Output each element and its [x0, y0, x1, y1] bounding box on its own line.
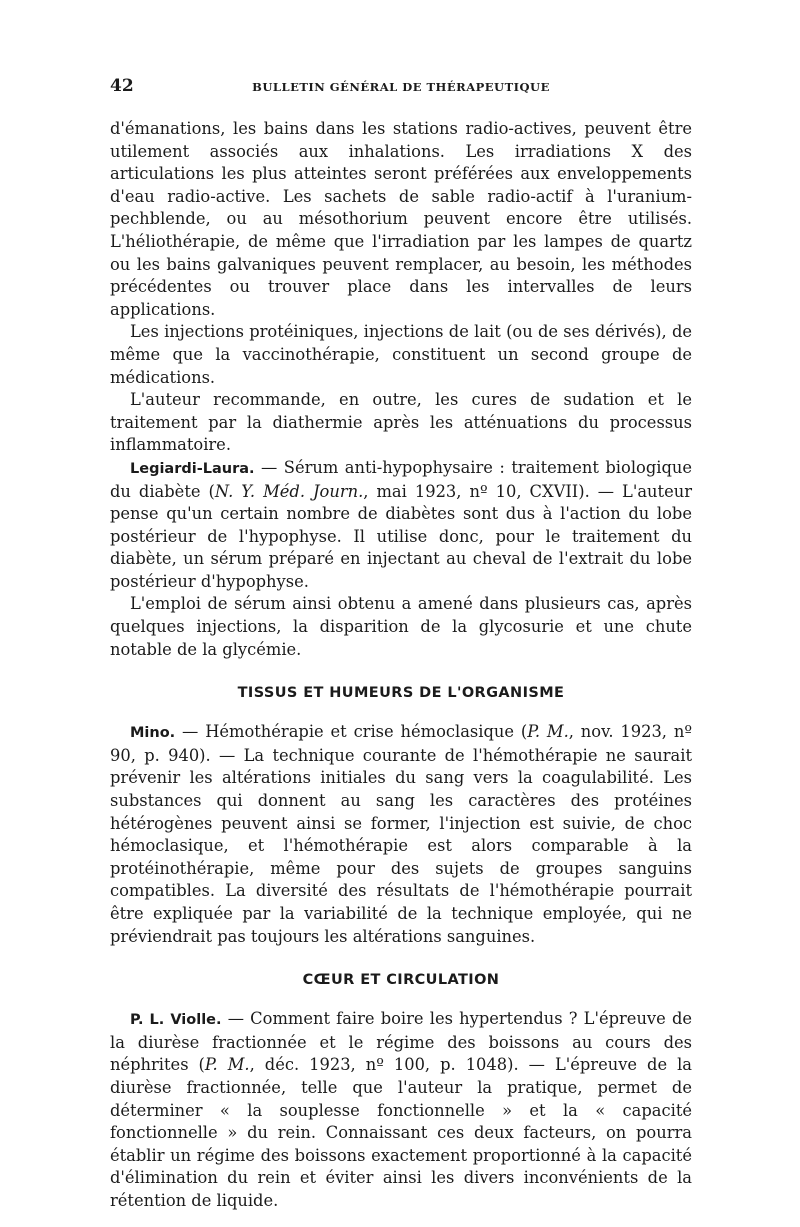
journal-name: P. M.: [204, 1055, 250, 1075]
entry-title: — Comment faire boire les hypertendus ? L'épreuve de la diurèse fractionnée et le régime des boissons au cours des néphrites (: [110, 1009, 693, 1075]
paragraph: L'auteur recommande, en outre, les cures de sudation et le traitement par la diathermie après les atténuations du processus inflammatoire.: [110, 390, 692, 455]
article-body: [110, 118, 692, 1213]
page-header: [110, 76, 692, 98]
entry-text: , nov. 1923, nº 90, p. 940). — La technique courante de l'hémothérapie ne saurait prévenir les altérations initiales du sang vers la coagulabilité. Les substances qui donnent au sang les caractères des protéines hétérogènes peuvent ainsi se former, l'injection est suivie, de choc hémoclasique, et l'hémothérapie est alors comparable à la protéinothérapie, même pour des sujets de groupes sanguins compatibles. La diversité des résultats de l'hémothérapie pourrait être expliquée par la variabilité de la technique employée, qui ne préviendrait pas toujours les altérations sanguines.: [110, 722, 692, 946]
abstract-entry: [110, 1008, 692, 1212]
page-number: 42: [110, 76, 134, 96]
paragraph: d'émanations, les bains dans les stations radio-actives, peuvent être utilement associés aux inhalations. Les irradiations X des articulations les plus atteintes seront préférées aux enveloppements d'eau radio-active. Les sachets de sable radio-actif à l'uranium-pechblende, ou au mésothorium peuvent encore être utilisés. L'héliothérapie, de même que l'irradiation par les lampes de quartz ou les bains galvaniques peuvent remplacer, au besoin, les méthodes précédentes ou trouver place dans les intervalles de leurs applications.: [110, 119, 692, 319]
section-heading: CŒUR ET CIRCULATION: [302, 972, 500, 989]
paragraph: L'emploi de sérum ainsi obtenu a amené dans plusieurs cas, après quelques injections, la disparition de la glycosurie et une chute notable de la glycémie.: [110, 594, 692, 659]
journal-name: P. M.: [527, 722, 569, 742]
author-name: Legiardi-Laura.: [130, 460, 255, 477]
author-name: Mino.: [130, 725, 176, 742]
entry-text: , déc. 1923, nº 100, p. 1048). — L'épreuve de la diurèse fractionnée, telle que l'auteur la pratique, permet de déterminer « la souplesse fonctionnelle » et la « capacité fonctionnelle » du rein. Connaissant ces deux facteurs, on pourra établir un régime des boissons exactement proportionné à la capacité d'élimination du rein et éviter ainsi les divers inconvénients de la rétention de liquide.: [110, 1055, 692, 1210]
abstract-entry: [110, 721, 692, 948]
abstract-entry: [110, 457, 692, 594]
entry-title: — Sérum anti-hypophysaire : traitement biologique du diabète (: [110, 457, 692, 501]
section-heading: TISSUS ET HUMEURS DE L'ORGANISME: [237, 685, 565, 702]
paragraph: Les injections protéiniques, injections de lait (ou de ses dérivés), de même que la vaccinothérapie, constituent un second groupe de médications.: [110, 322, 692, 387]
journal-name: N. Y. Méd. Journ.: [214, 481, 364, 501]
author-name: P. L. Violle.: [130, 1012, 222, 1029]
entry-title: — Hémothérapie et crise hémoclasique (: [175, 722, 528, 742]
running-title: BULLETIN GÉNÉRAL DE THÉRAPEUTIQUE: [252, 80, 550, 94]
entry-text: , mai 1923, nº 10, CXVII). — L'auteur pense qu'un certain nombre de diabètes sont dus à l'action du lobe postérieur de l'hypophyse. Il utilise donc, pour le traitement du diabète, un sérum préparé en injectant au cheval de l'extrait du lobe postérieur d'hypophyse.: [110, 481, 692, 591]
